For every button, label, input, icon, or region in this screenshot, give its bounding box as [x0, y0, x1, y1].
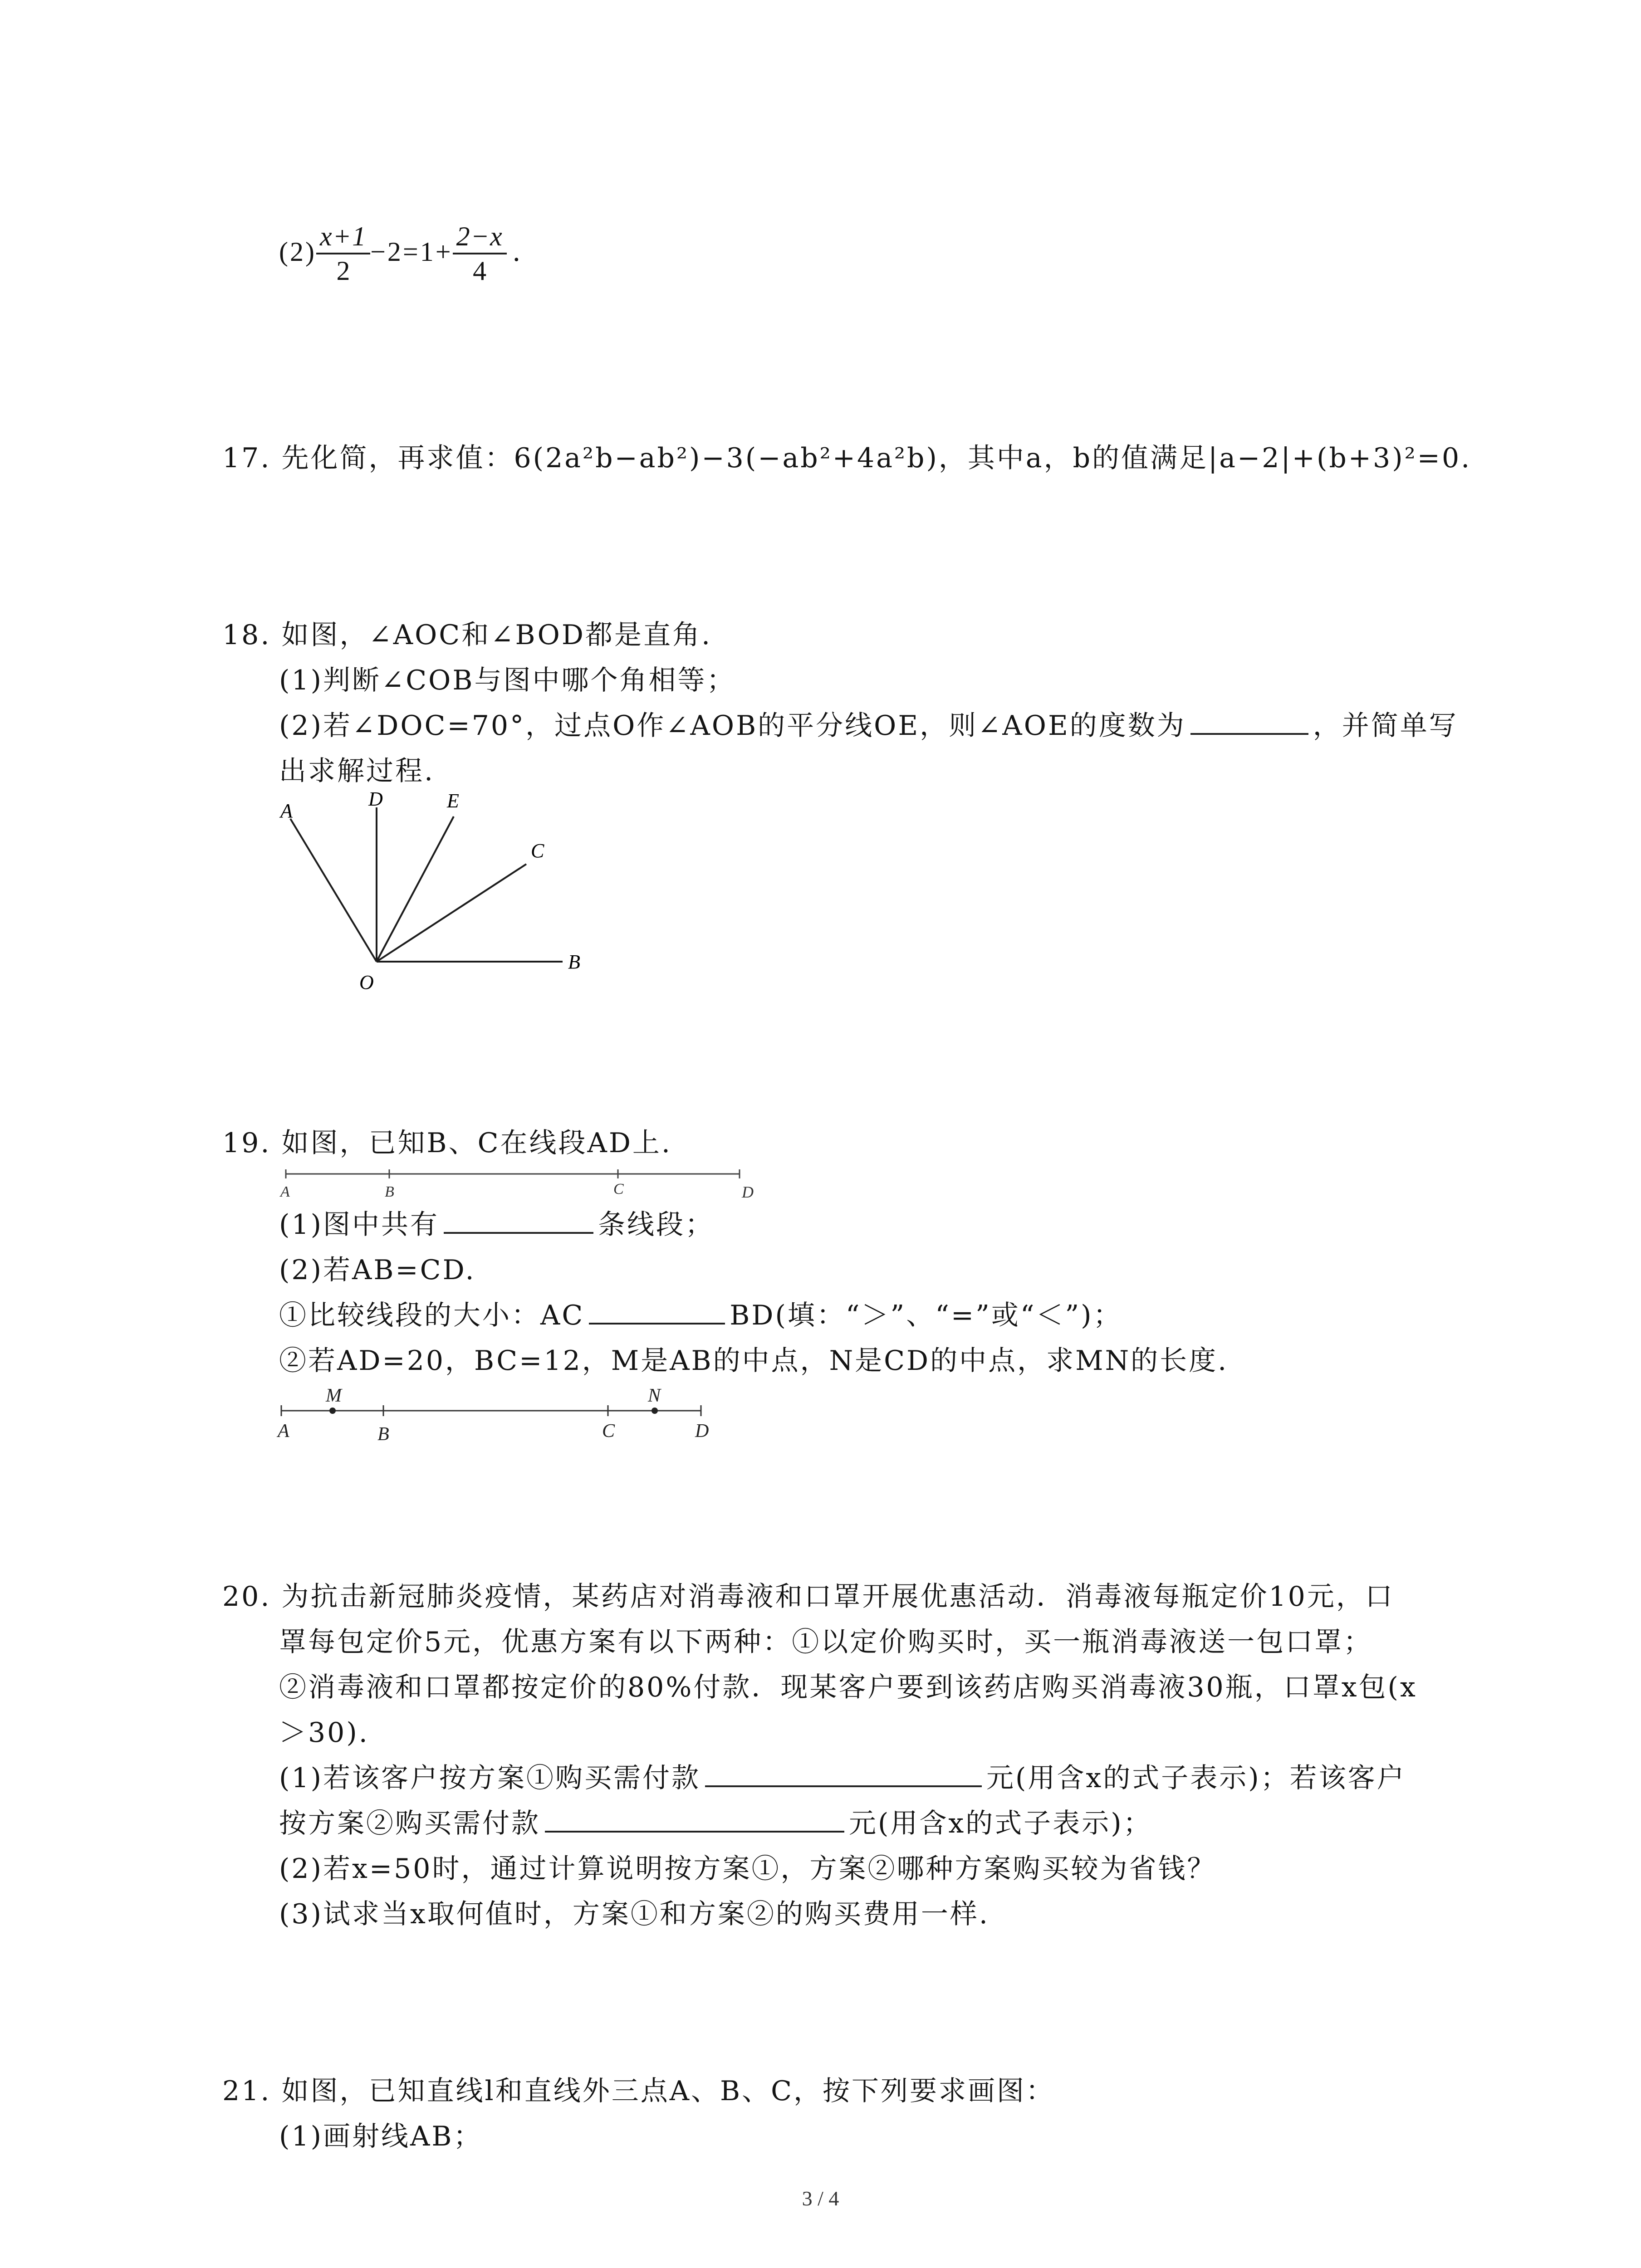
q19-line4-b: BD(填：“＞”、“=”或“＜”)；: [730, 1300, 1122, 1331]
q20-line4: ＞30).: [279, 1717, 369, 1749]
q17-body: 先化简，再求值：6(2a²b−ab²)−3(−ab²+4a²b)，其中a，b的值满足|a−2|+(b+3)²=0.: [281, 442, 1472, 474]
seg2-label-n: N: [648, 1385, 661, 1406]
midpoint-m-dot: [329, 1408, 336, 1414]
q19-line2: [279, 1207, 714, 1243]
label-e: E: [447, 790, 459, 812]
label-a: A: [280, 800, 293, 822]
seg2-label-d: D: [695, 1421, 709, 1442]
q20-line5-b: 元(用含x的式子表示)；若该客户: [986, 1762, 1406, 1794]
q18-line2: (1)判断∠COB与图中哪个角相等；: [279, 665, 736, 696]
q19-line5: ②若AD=20，BC=12，M是AB的中点，N是CD的中点，求MN的长度.: [279, 1345, 1229, 1377]
q18-line1: [222, 617, 712, 653]
seg2-label-b: B: [377, 1424, 389, 1442]
q20-line5: [279, 1760, 1406, 1796]
q19-segment-figure-2: [272, 1383, 726, 1442]
seg1-label-c: C: [613, 1181, 624, 1198]
q16-2-label: (2): [279, 237, 316, 267]
seg2-label-a: A: [278, 1421, 289, 1442]
q19-line4: [279, 1297, 1122, 1334]
q16-2-equation: [279, 215, 523, 288]
label-c: C: [531, 840, 544, 862]
q20-line1: [222, 1579, 1394, 1615]
q17-number: 17.: [222, 442, 271, 474]
q18-line3-b: ，并简单写: [1313, 710, 1458, 742]
label-o: O: [359, 971, 374, 993]
q20-plan1-blank[interactable]: [705, 1760, 982, 1787]
q20-line5-a: (1)若该客户按方案①购买需付款: [279, 1762, 700, 1794]
q19-line1: [222, 1125, 672, 1161]
q19-number: 19.: [222, 1127, 271, 1159]
q21-line1-text: 如图，已知直线l和直线外三点A、B、C，按下列要求画图：: [281, 2075, 1055, 2107]
q19-count-blank[interactable]: [444, 1207, 593, 1234]
q19-line1-text: 如图，已知B、C在线段AD上.: [281, 1127, 672, 1159]
q19-line2-b: 条线段；: [598, 1209, 714, 1241]
q18-line3-a: (2)若∠DOC=70°，过点O作∠AOB的平分线OE，则∠AOE的度数为: [279, 710, 1186, 742]
fraction-2: [453, 220, 507, 287]
q20-line1-text: 为抗击新冠肺炎疫情，某药店对消毒液和口罩开展优惠活动．消毒液每瓶定价10元，口: [281, 1581, 1394, 1613]
seg1-label-a: A: [280, 1183, 290, 1200]
midpoint-n-dot: [652, 1408, 658, 1414]
fraction-1: [316, 220, 370, 287]
seg1-label-d: D: [742, 1183, 754, 1201]
q21-line2: (1)画射线AB；: [279, 2121, 483, 2152]
ray-oe: [377, 816, 454, 962]
ray-oc: [377, 864, 526, 962]
seg2-label-m: M: [326, 1385, 342, 1406]
q20-line6: [279, 1805, 1152, 1842]
ray-oa: [290, 819, 377, 962]
fraction-2-numerator: 2−x: [456, 221, 503, 252]
q19-segment-figure-1: [272, 1161, 771, 1202]
q18-answer-blank[interactable]: [1190, 708, 1308, 735]
q20-line6-a: 按方案②购买需付款: [279, 1808, 540, 1839]
seg1-label-b: B: [385, 1183, 394, 1200]
q18-angle-figure: [263, 789, 608, 998]
q20-number: 20.: [222, 1581, 271, 1613]
q18-line4: 出求解过程.: [279, 755, 435, 787]
fraction-1-numerator: x+1: [319, 221, 367, 252]
q20-line8: (3)试求当x取何值时，方案①和方案②的购买费用一样.: [279, 1898, 989, 1930]
label-b: B: [568, 951, 580, 973]
q18-line1-text: 如图，∠AOC和∠BOD都是直角.: [281, 619, 712, 651]
page-number: 3 / 4: [802, 2187, 839, 2210]
q18-number: 18.: [222, 619, 271, 651]
q16-2-middle: −2=1+: [370, 237, 453, 267]
q20-line2: 罩每包定价5元，优惠方案有以下两种：①以定价购买时，买一瓶消毒液送一包口罩；: [279, 1626, 1373, 1658]
q17-text: [222, 440, 1471, 476]
fraction-1-denominator: 2: [336, 256, 350, 286]
seg2-label-c: C: [602, 1421, 615, 1442]
q19-line3: (2)若AB=CD.: [279, 1254, 476, 1286]
q20-line7: (2)若x=50时，通过计算说明按方案①，方案②哪种方案购买较为省钱？: [279, 1853, 1216, 1885]
q21-line1: [222, 2073, 1055, 2109]
q19-line2-a: (1)图中共有: [279, 1209, 439, 1241]
q20-line3: ②消毒液和口罩都按定价的80%付款．现某客户要到该药店购买消毒液30瓶，口罩x包(x: [279, 1672, 1417, 1703]
q19-line4-a: ①比较线段的大小：AC: [279, 1300, 585, 1331]
q16-2-end: .: [512, 236, 523, 268]
label-d: D: [368, 789, 383, 810]
q18-line3: [279, 708, 1458, 744]
q20-line6-b: 元(用含x的式子表示)；: [849, 1808, 1152, 1839]
q20-plan2-blank[interactable]: [545, 1805, 844, 1833]
fraction-2-denominator: 4: [473, 256, 487, 286]
q19-compare-blank[interactable]: [589, 1297, 725, 1325]
q21-number: 21.: [222, 2075, 271, 2107]
